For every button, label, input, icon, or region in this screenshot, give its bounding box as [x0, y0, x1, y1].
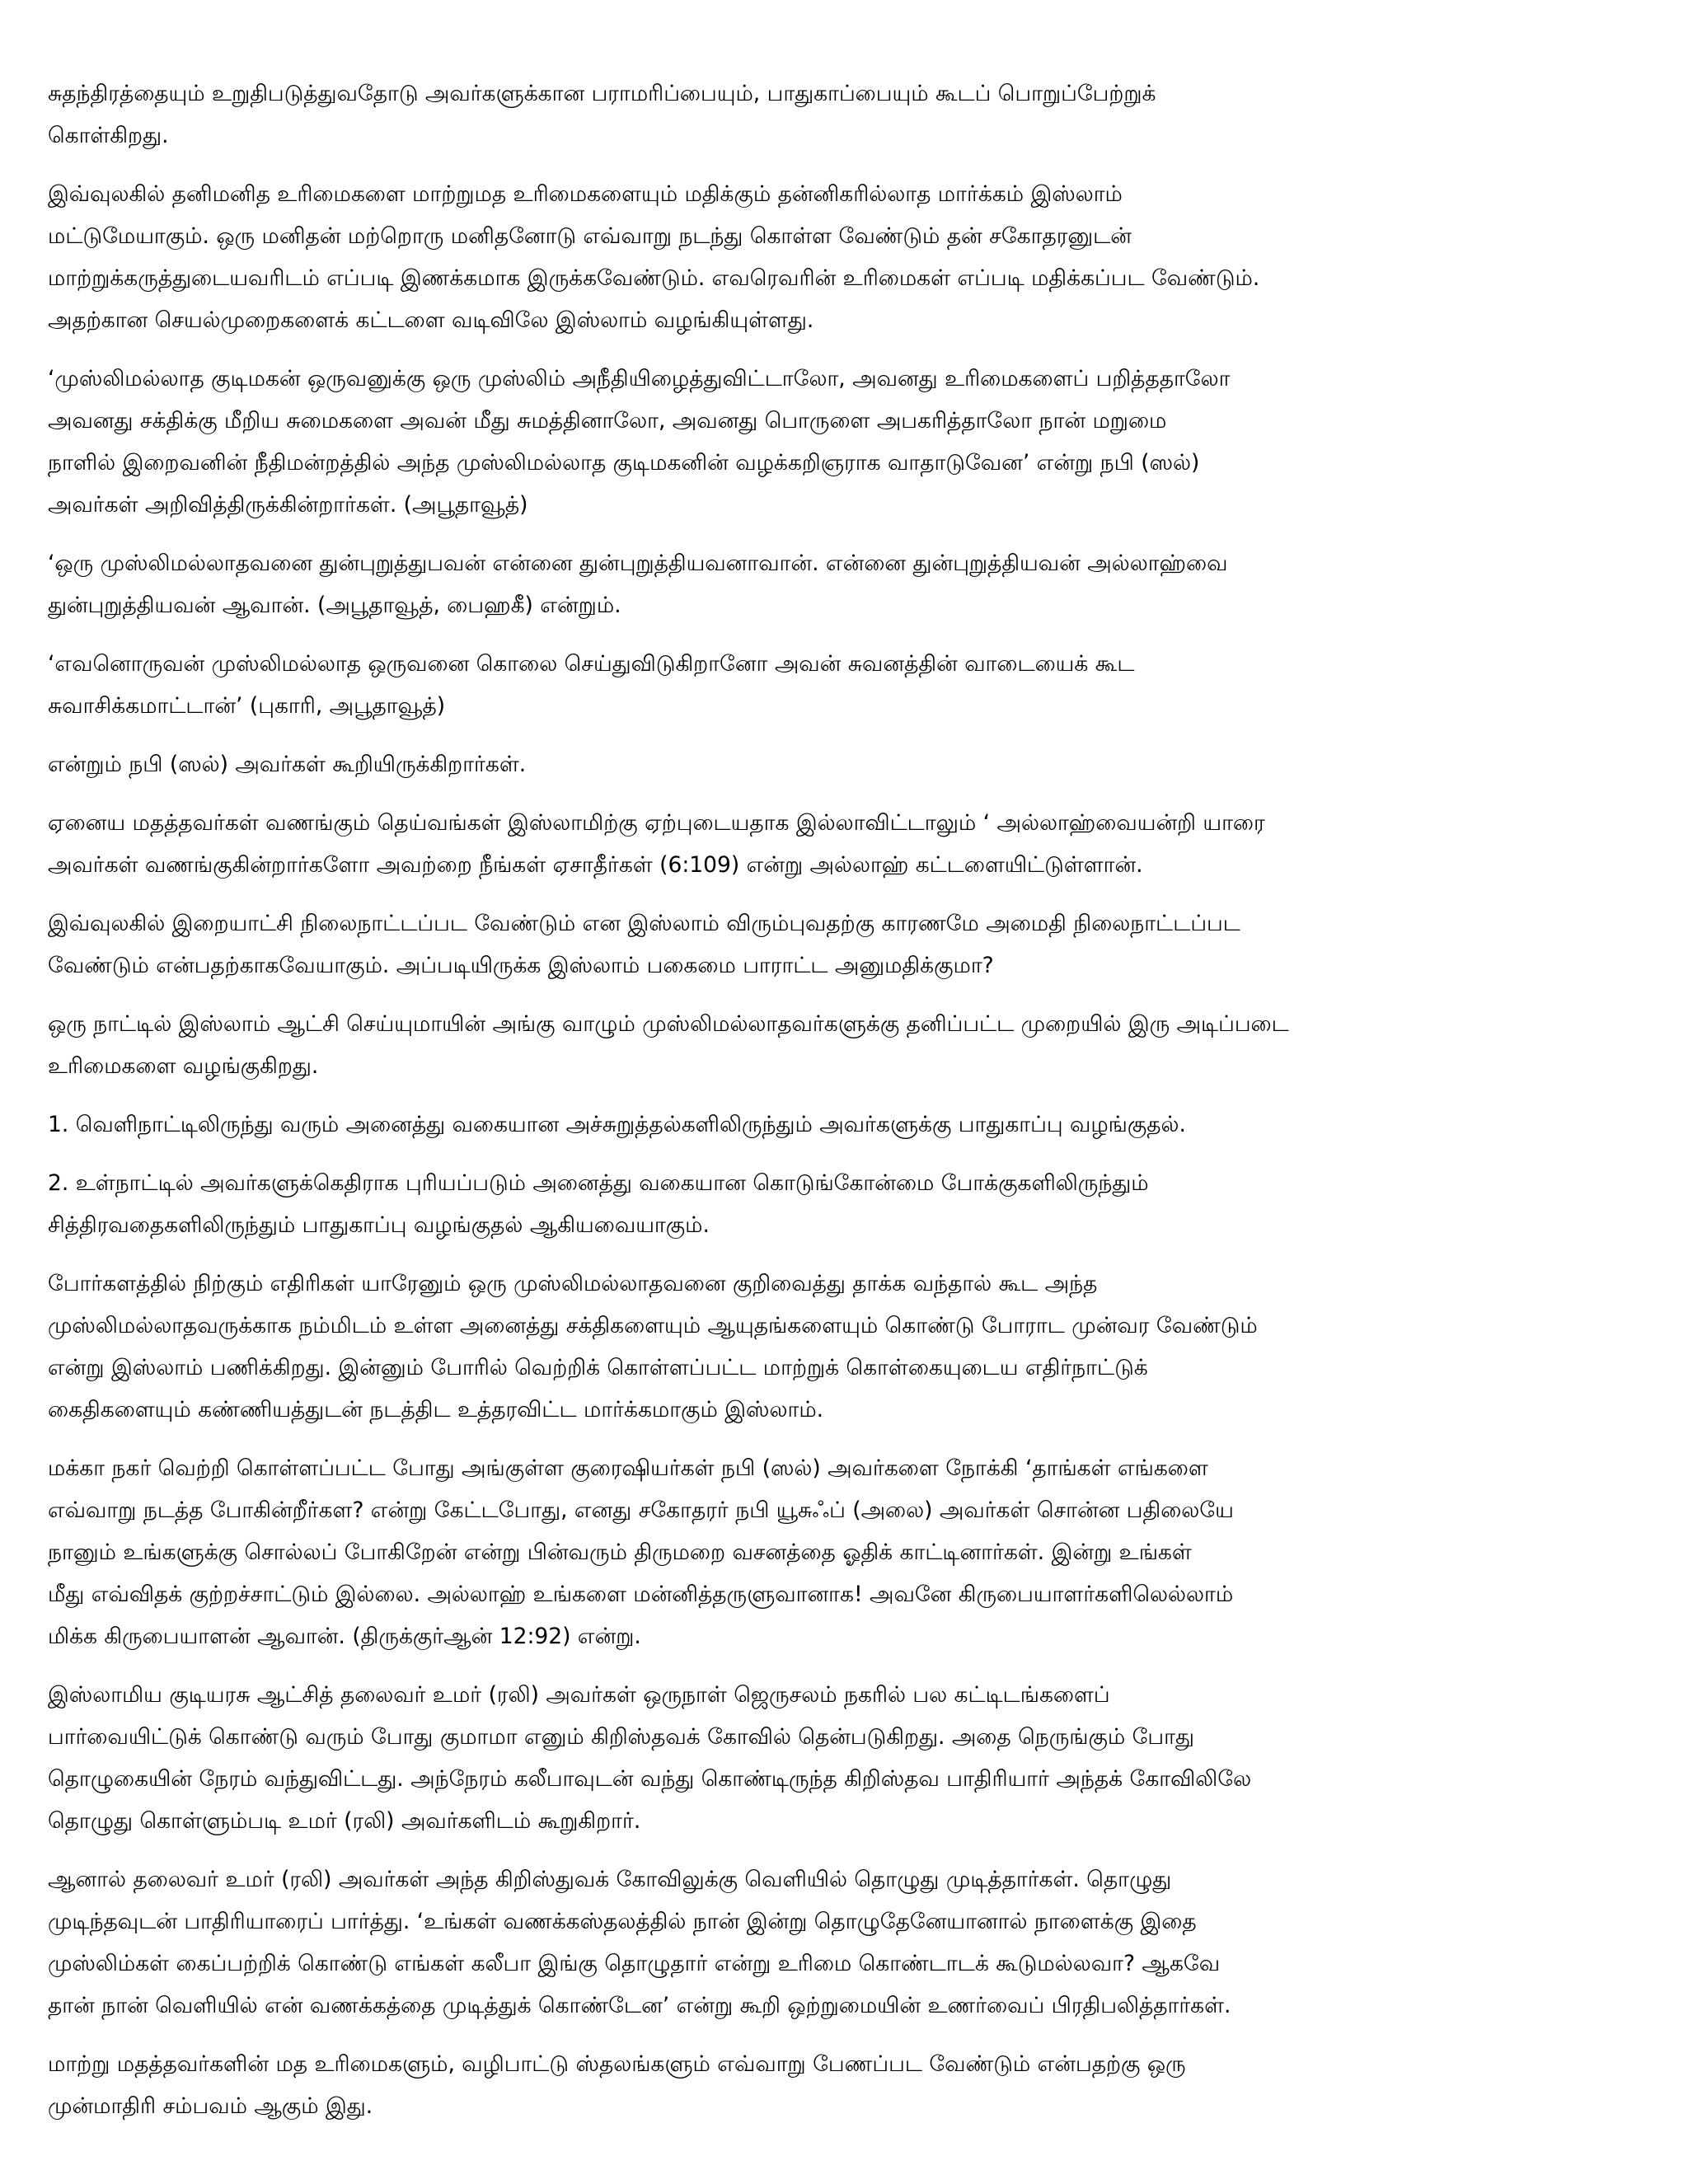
text-line: தொழுது கொள்ளும்படி உமர் (ரலி) அவர்களிடம் கூறுகிறார். — [48, 1808, 641, 1834]
text-line: சுவாசிக்கமாட்டான்’ (புகாரி, அபூதாவூத்) — [48, 693, 446, 719]
text-line: இவ்வுலகில் தனிமனித உரிமைகளை மாற்றுமத உரிமைகளையும் மதிக்கும் தன்னிகரில்லாத மார்க்கம் இஸ்லாம் — [48, 181, 1123, 207]
text-line: முன்மாதிரி சம்பவம் ஆகும் இது. — [48, 2093, 373, 2119]
document-body — [48, 73, 1630, 2127]
text-line: ‘முஸ்லிமல்லாத குடிமகன் ஒருவனுக்கு ஒரு முஸ்லிம் அநீதியிழைத்துவிட்டாலோ, அவனது உரிமைகளைப் பறித்ததாலோ — [48, 366, 1231, 391]
text-line: முஸ்லிமல்லாதவருக்காக நம்மிடம் உள்ள அனைத்து சக்திகளையும் ஆயுதங்களையும் கொண்டு போராட முன்வர வேண்டும் — [48, 1313, 1258, 1338]
paragraph-p9 — [48, 1003, 1630, 1087]
text-line: அவர்கள் வணங்குகின்றார்களோ அவற்றை நீங்கள் ஏசாதீர்கள் (6:109) என்று அல்லாஹ் கட்டளையிட்டுள்ளான். — [48, 852, 1143, 878]
paragraph-p7 — [48, 802, 1630, 886]
paragraph-p14 — [48, 1674, 1630, 1842]
text-line: எவ்வாறு நடத்த போகின்றீர்கள? என்று கேட்டபோது, எனது சகோதரர் நபி யூசுஃப் (அலை) அவர்கள் சொன்ன பதிலையே — [48, 1497, 1234, 1523]
text-line: கொள்கிறது. — [48, 123, 169, 148]
text-line: 1. வெளிநாட்டிலிருந்து வரும் அனைத்து வகையான அச்சுறுத்தல்களிலிருந்தும் அவர்களுக்கு பாதுகாப்பு வழங்குதல். — [48, 1112, 1186, 1137]
paragraph-p6 — [48, 743, 1630, 785]
paragraph-p11 — [48, 1162, 1630, 1246]
text-line: பார்வையிட்டுக் கொண்டு வரும் போது குமாமா எனும் கிறிஸ்தவக் கோவில் தென்படுகிறது. அதை நெருங்கும் போது — [48, 1724, 1194, 1750]
text-line: மிக்க கிருபையாளன் ஆவான். (திருக்குர்ஆன் 12:92) என்று. — [48, 1624, 641, 1649]
paragraph-p1 — [48, 73, 1630, 157]
text-line: வேண்டும் என்பதற்காகவேயாகும். அப்படியிருக்க இஸ்லாம் பகைமை பாராட்ட அனுமதிக்குமா? — [48, 953, 994, 978]
paragraph-p15 — [48, 1858, 1630, 2027]
paragraph-p5 — [48, 643, 1630, 727]
text-line: அதற்கான செயல்முறைகளைக் கட்டளை வடிவிலே இஸ்லாம் வழங்கியுள்ளது. — [48, 307, 814, 333]
text-line: சித்திரவதைகளிலிருந்தும் பாதுகாப்பு வழங்குதல் ஆகியவையாகும். — [48, 1212, 710, 1238]
text-line: 2. உள்நாட்டில் அவர்களுக்கெதிராக புரியப்படும் அனைத்து வகையான கொடுங்கோன்மை போக்குகளிலிருந்தும் — [48, 1170, 1149, 1196]
text-line: என்று இஸ்லாம் பணிக்கிறது. இன்னும் போரில் வெற்றிக் கொள்ளப்பட்ட மாற்றுக் கொள்கையுடைய எதிர்நாட்டுக் — [48, 1355, 1148, 1380]
text-line: மக்கா நகர் வெற்றி கொள்ளப்பட்ட போது அங்குள்ள குரைஷியர்கள் நபி (ஸல்) அவர்களை நோக்கி ‘தாங்கள் எங்களை — [48, 1455, 1208, 1481]
paragraph-p16 — [48, 2043, 1630, 2127]
text-line: ஆனால் தலைவர் உமர் (ரலி) அவர்கள் அந்த கிறிஸ்துவக் கோவிலுக்கு வெளியில் தொழுது முடித்தார்கள். தொழுது — [48, 1867, 1172, 1892]
text-line: இவ்வுலகில் இறையாட்சி நிலைநாட்டப்பட வேண்டும் என இஸ்லாம் விரும்புவதற்கு காரணமே அமைதி நிலைநாட்டப்பட — [48, 911, 1240, 936]
text-line: இஸ்லாமிய குடியரசு ஆட்சித் தலைவர் உமர் (ரலி) அவர்கள் ஒருநாள் ஜெருசலம் நகரில் பல கட்டிடங்களைப் — [48, 1682, 1110, 1708]
text-line: துன்புறுத்தியவன் ஆவான். (அபூதாவூத், பைஹகீ) என்றும். — [48, 593, 621, 618]
text-line: மாற்று மதத்தவர்களின் மத உரிமைகளும், வழிபாட்டு ஸ்தலங்களும் எவ்வாறு பேணப்பட வேண்டும் என்பதற்கு ஒரு — [48, 2051, 1186, 2077]
text-line: என்றும் நபி (ஸல்) அவர்கள் கூறியிருக்கிறார்கள். — [48, 752, 527, 777]
text-line: முஸ்லிம்கள் கைப்பற்றிக் கொண்டு எங்கள் கலீபா இங்கு தொழுதார் என்று உரிமை கொண்டாடக் கூடுமல்லவா? ஆகவே — [48, 1951, 1221, 1976]
text-line: அவர்கள் அறிவித்திருக்கின்றார்கள். (அபூதாவூத்) — [48, 492, 528, 518]
paragraph-p4 — [48, 542, 1630, 626]
text-line: நானும் உங்களுக்கு சொல்லப் போகிறேன் என்று பின்வரும் திருமறை வசனத்தை ஓதிக் காட்டினார்கள். இன்று உங்கள் — [48, 1540, 1192, 1565]
paragraph-p10 — [48, 1104, 1630, 1146]
text-line: தொழுகையின் நேரம் வந்துவிட்டது. அந்நேரம் கலீபாவுடன் வந்து கொண்டிருந்த கிறிஸ்தவ பாதிரியார் அந்தக் கோவிலிலே — [48, 1766, 1252, 1792]
text-line: உரிமைகளை வழங்குகிறது. — [48, 1053, 319, 1079]
text-line: ஒரு நாட்டில் இஸ்லாம் ஆட்சி செய்யுமாயின் அங்கு வாழும் முஸ்லிமல்லாதவர்களுக்கு தனிப்பட்ட முறையில் இரு அடிப்படை — [48, 1011, 1289, 1037]
paragraph-p2 — [48, 173, 1630, 341]
text-line: சுதந்திரத்தையும் உறுதிபடுத்துவதோடு அவர்களுக்கான பராமரிப்பையும், பாதுகாப்பையும் கூடப் பொறுப்பேற்றுக் — [48, 81, 1156, 106]
paragraph-p13 — [48, 1447, 1630, 1657]
text-line: ‘ஒரு முஸ்லிமல்லாதவனை துன்புறுத்துபவன் என்னை துன்புறுத்தியவனாவான். என்னை துன்புறுத்தியவன் அல்லாஹ்வை — [48, 551, 1228, 576]
text-line: போர்களத்தில் நிற்கும் எதிரிகள் யாரேனும் ஒரு முஸ்லிமல்லாதவனை குறிவைத்து தாக்க வந்தால் கூட அந்த — [48, 1271, 1098, 1296]
paragraph-p8 — [48, 902, 1630, 987]
text-line: அவனது சக்திக்கு மீறிய சுமைகளை அவன் மீது சுமத்தினாலோ, அவனது பொருளை அபகரித்தாலோ நான் மறுமை — [48, 408, 1167, 434]
text-line: கைதிகளையும் கண்ணியத்துடன் நடத்திட உத்தரவிட்ட மார்க்கமாகும் இஸ்லாம். — [48, 1397, 824, 1422]
text-line: ஏனைய மதத்தவர்கள் வணங்கும் தெய்வங்கள் இஸ்லாமிற்கு ஏற்புடையதாக இல்லாவிட்டாலும் ‘ அல்லாஹ்வையன்றி யாரை — [48, 810, 1265, 836]
text-line: மாற்றுக்கருத்துடையவரிடம் எப்படி இணக்கமாக இருக்கவேண்டும். எவரெவரின் உரிமைகள் எப்படி மதிக்கப்பட வேண்டும். — [48, 265, 1260, 291]
text-line: ‘எவனொருவன் முஸ்லிமல்லாத ஒருவனை கொலை செய்துவிடுகிறானோ அவன் சுவனத்தின் வாடையைக் கூட — [48, 651, 1135, 677]
paragraph-p3 — [48, 358, 1630, 526]
text-line: மீது எவ்விதக் குற்றச்சாட்டும் இல்லை. அல்லாஹ் உங்களை மன்னித்தருளுவானாக! அவனே கிருபையாளர்களிலெல்லாம் — [48, 1582, 1234, 1607]
text-line: முடிந்தவுடன் பாதிரியாரைப் பார்த்து. ‘உங்கள் வணக்கஸ்தலத்தில் நான் இன்று தொழுதேனேயானால் நாளைக்கு இதை — [48, 1909, 1197, 1934]
paragraph-p12 — [48, 1263, 1630, 1431]
text-line: நாளில் இறைவனின் நீதிமன்றத்தில் அந்த முஸ்லிமல்லாத குடிமகனின் வழக்கறிஞராக வாதாடுவேன’ என்று நபி (ஸல்) — [48, 450, 1200, 476]
text-line: தான் நான் வெளியில் என் வணக்கத்தை முடித்துக் கொண்டேன’ என்று கூறி ஒற்றுமையின் உணர்வைப் பிரதிபலித்தார்கள். — [48, 1993, 1231, 2018]
text-line: மட்டுமேயாகும். ஒரு மனிதன் மற்றொரு மனிதனோடு எவ்வாறு நடந்து கொள்ள வேண்டும் தன் சகோதரனுடன் — [48, 223, 1132, 249]
